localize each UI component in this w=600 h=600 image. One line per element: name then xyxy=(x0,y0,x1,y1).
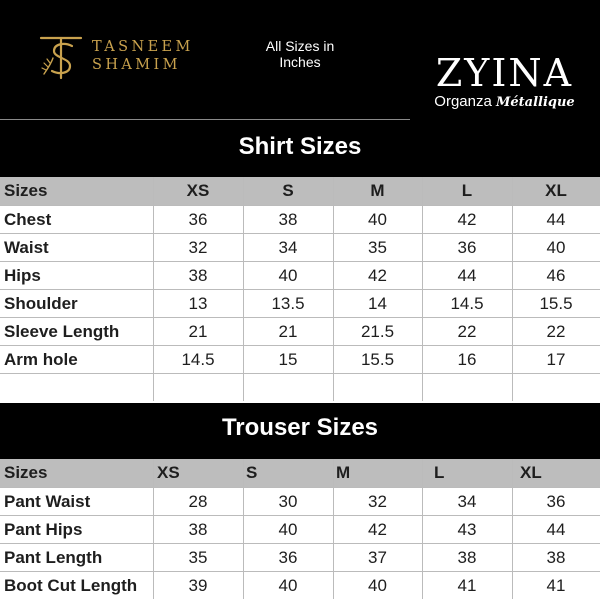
units-note-line1: All Sizes in xyxy=(265,38,335,54)
table-row xyxy=(0,317,600,346)
column-header: XS xyxy=(186,181,210,200)
row-label: Hips xyxy=(4,266,41,285)
table-cell: 21 xyxy=(278,322,298,341)
table-cell: 41 xyxy=(546,576,566,595)
table-row xyxy=(0,373,600,402)
column-divider xyxy=(153,459,154,599)
table-row xyxy=(0,515,600,544)
trouser-size-table xyxy=(0,459,600,600)
table-cell: 36 xyxy=(188,210,208,229)
column-header: M xyxy=(336,463,351,482)
column-divider xyxy=(333,177,334,401)
table-cell: 40 xyxy=(278,266,298,285)
row-label: Chest xyxy=(4,210,52,229)
table-cell xyxy=(512,374,600,402)
table-cell: 14.5 xyxy=(181,350,215,369)
table-cell xyxy=(243,374,333,402)
table-cell: 35 xyxy=(368,238,387,257)
table-cell: 40 xyxy=(368,210,387,229)
table-cell: 42 xyxy=(368,520,387,539)
table-cell: 36 xyxy=(546,492,566,511)
units-note xyxy=(250,38,350,70)
table-cell: 13.5 xyxy=(271,294,305,313)
row-label: Shoulder xyxy=(4,294,78,313)
brand-left-line1: TASNEEM xyxy=(92,39,194,55)
ts-monogram-icon xyxy=(36,32,86,82)
table-cell: 39 xyxy=(188,576,208,595)
table-row xyxy=(0,233,600,262)
column-divider xyxy=(243,459,244,599)
table-cell: 16 xyxy=(457,350,477,369)
row-label: Sleeve Length xyxy=(4,322,120,341)
table-cell: 46 xyxy=(546,266,566,285)
table-cell: 34 xyxy=(457,492,477,511)
column-header: L xyxy=(461,181,473,200)
table-cell: 38 xyxy=(457,548,477,567)
table-cell: 40 xyxy=(278,576,298,595)
table-cell: 38 xyxy=(188,520,208,539)
header xyxy=(0,0,600,120)
table-cell: 44 xyxy=(546,210,566,229)
table-cell: 21 xyxy=(188,322,208,341)
table-cell: 42 xyxy=(368,266,387,285)
column-divider xyxy=(422,177,423,401)
row-label: Arm hole xyxy=(4,350,78,369)
column-divider xyxy=(512,459,513,599)
column-header: XL xyxy=(545,181,567,200)
column-divider xyxy=(512,177,513,401)
row-label: Pant Waist xyxy=(4,492,91,511)
table-cell: 40 xyxy=(278,520,298,539)
table-cell: 41 xyxy=(457,576,477,595)
brand-left-line2: SHAMIM xyxy=(92,57,181,73)
table-cell: 32 xyxy=(368,492,387,511)
column-header: XS xyxy=(157,463,180,482)
table-cell: 40 xyxy=(546,238,566,257)
table-cell xyxy=(153,374,243,402)
column-header: Sizes xyxy=(4,181,48,200)
column-divider xyxy=(243,177,244,401)
table-cell: 15.5 xyxy=(360,350,395,369)
table-row xyxy=(0,543,600,572)
table-cell: 42 xyxy=(457,210,477,229)
table-row xyxy=(0,571,600,600)
shirt-size-table xyxy=(0,177,600,403)
table-cell: 40 xyxy=(368,576,387,595)
table-cell: 30 xyxy=(278,492,298,511)
header-divider xyxy=(0,119,410,120)
table-cell: 13 xyxy=(188,294,208,313)
trouser-sizes-title: Trouser Sizes xyxy=(221,414,379,441)
table-cell: 22 xyxy=(457,322,477,341)
table-cell: 22 xyxy=(546,322,566,341)
table-cell: 15 xyxy=(278,350,298,369)
row-label: Waist xyxy=(4,238,49,257)
table-cell: 21.5 xyxy=(360,322,395,341)
table-cell: 38 xyxy=(278,210,298,229)
table-header-row xyxy=(0,459,600,487)
table-row xyxy=(0,289,600,318)
column-header: L xyxy=(434,463,445,482)
brand-tasneem-shamim xyxy=(92,38,194,74)
table-cell: 28 xyxy=(188,492,208,511)
shirt-sizes-title: Shirt Sizes xyxy=(238,133,362,160)
table-row xyxy=(0,487,600,516)
table-cell: 14.5 xyxy=(450,294,484,313)
units-note-line2: Inches xyxy=(279,54,321,70)
column-header: S xyxy=(282,181,294,200)
brand-zyina-sub1: Organza xyxy=(434,93,496,110)
column-header: S xyxy=(246,463,258,482)
table-cell: 34 xyxy=(278,238,298,257)
column-divider xyxy=(153,177,154,401)
column-divider xyxy=(333,459,334,599)
brand-zyina-sub2: Métallique xyxy=(495,95,575,110)
brand-zyina-name: ZYINA xyxy=(435,51,574,95)
row-label xyxy=(0,374,157,402)
table-cell: 36 xyxy=(278,548,298,567)
table-cell: 37 xyxy=(368,548,387,567)
table-row xyxy=(0,205,600,234)
table-cell: 17 xyxy=(546,350,566,369)
table-row xyxy=(0,345,600,374)
table-cell xyxy=(333,374,422,402)
table-cell: 32 xyxy=(188,238,208,257)
table-cell: 44 xyxy=(546,520,566,539)
column-divider xyxy=(422,459,423,599)
table-cell: 38 xyxy=(546,548,566,567)
table-row xyxy=(0,261,600,290)
column-header: M xyxy=(370,181,385,200)
table-cell: 44 xyxy=(457,266,477,285)
column-header: Sizes xyxy=(4,463,48,482)
row-label: Boot Cut Length xyxy=(4,576,138,595)
table-cell: 35 xyxy=(188,548,208,567)
table-cell: 36 xyxy=(457,238,477,257)
table-cell: 43 xyxy=(457,520,477,539)
row-label: Pant Hips xyxy=(4,520,83,539)
table-cell: 14 xyxy=(368,294,387,313)
column-header: XL xyxy=(520,463,542,482)
row-label: Pant Length xyxy=(4,548,103,567)
brand-zyina xyxy=(432,52,577,111)
table-cell: 38 xyxy=(188,266,208,285)
table-cell xyxy=(422,374,512,402)
table-cell: 15.5 xyxy=(539,294,573,313)
brand-zyina-subtitle xyxy=(432,94,577,111)
table-header-row xyxy=(0,177,600,205)
